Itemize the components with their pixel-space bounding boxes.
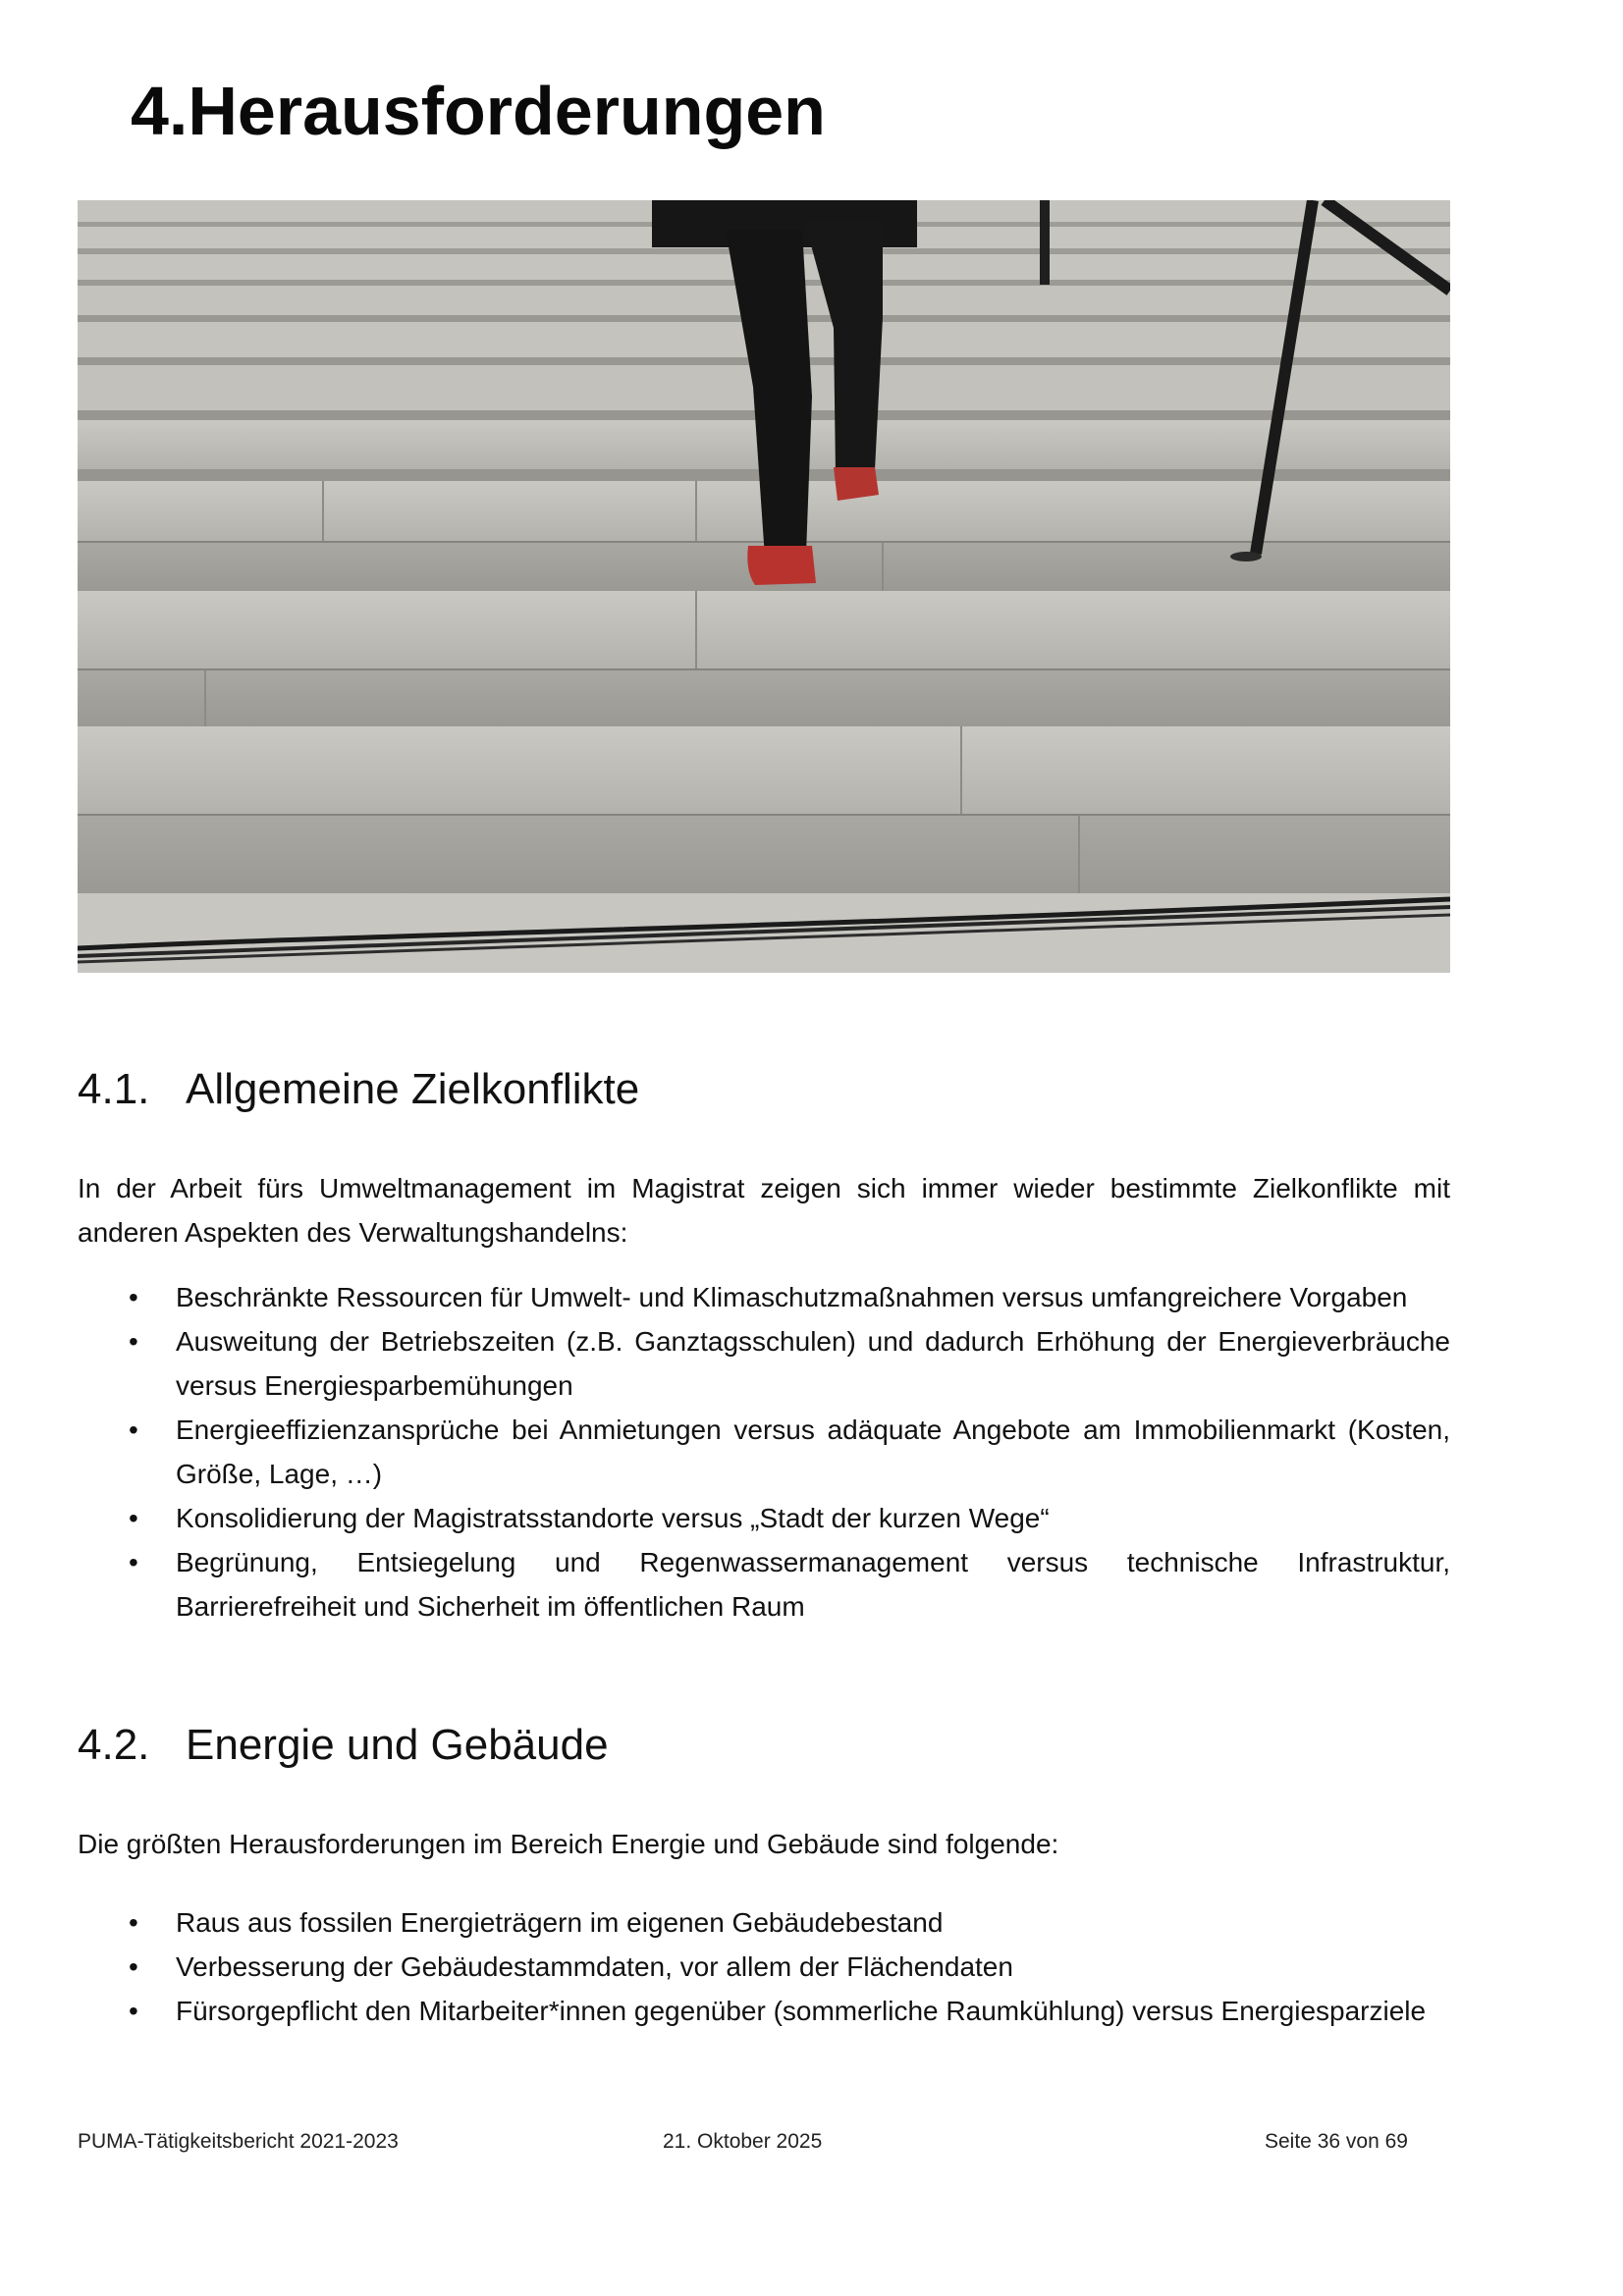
section-number: 4.1. [78, 1065, 150, 1113]
list-item: • Raus aus fossilen Energieträgern im eigenen Gebäudebestand [78, 1900, 1450, 1945]
footer-page-number: Seite 36 von 69 [1265, 2130, 1408, 2153]
page-title: 4.Herausforderungen [131, 73, 826, 149]
section-title: Allgemeine Zielkonflikte [186, 1065, 640, 1113]
section-title: Energie und Gebäude [186, 1721, 609, 1769]
section-heading-4-2 [78, 1718, 609, 1773]
section-heading-4-1 [78, 1062, 639, 1117]
list-item: • Energieeffizienzansprüche bei Anmietungen versus adäquate Angebote am Immobilienmarkt (Kosten, Größe, Lage, …) [78, 1408, 1450, 1496]
bullet-icon: • [129, 1907, 138, 1938]
bullet-icon: • [129, 1547, 138, 1577]
stairs-photo [78, 200, 1450, 973]
list-item: • Verbesserung der Gebäudestammdaten, vor allem der Flächendaten [78, 1945, 1450, 1989]
intro-paragraph-4-2: Die größten Herausforderungen im Bereich Energie und Gebäude sind folgende: [78, 1829, 1059, 1859]
bullet-list-4-1 [78, 1275, 1450, 1629]
bullet-icon: • [129, 1996, 138, 2026]
list-item: • Konsolidierung der Magistratsstandorte versus „Stadt der kurzen Wege“ [78, 1496, 1450, 1540]
bullet-icon: • [129, 1415, 138, 1445]
bullet-list-4-2 [78, 1900, 1450, 2033]
list-item: • Fürsorgepflicht den Mitarbeiter*innen gegenüber (sommerliche Raumkühlung) versus Energiesparziele [78, 1989, 1450, 2033]
footer-date: 21. Oktober 2025 [663, 2130, 823, 2153]
section-number: 4.2. [78, 1721, 150, 1769]
list-item: • Beschränkte Ressourcen für Umwelt- und Klimaschutzmaßnahmen versus umfangreichere Vorgaben [78, 1275, 1450, 1319]
bullet-icon: • [129, 1503, 138, 1533]
bullet-icon: • [129, 1282, 138, 1312]
bullet-icon: • [129, 1326, 138, 1357]
list-item: • Begrünung, Entsiegelung und Regenwassermanagement versus technische Infrastruktur, Barrierefreiheit und Sicherheit im öffentlichen Raum [78, 1540, 1450, 1629]
footer-report-title: PUMA-Tätigkeitsbericht 2021-2023 [78, 2130, 399, 2153]
bullet-icon: • [129, 1951, 138, 1982]
intro-paragraph-4-1: In der Arbeit fürs Umweltmanagement im Magistrat zeigen sich immer wieder bestimmte Zielkonflikte mit anderen Aspekten des Verwaltungshandelns: [78, 1173, 1450, 1248]
list-item: • Ausweitung der Betriebszeiten (z.B. Ganztagsschulen) und dadurch Erhöhung der Energieverbräuche versus Energiesparbemühungen [78, 1319, 1450, 1408]
